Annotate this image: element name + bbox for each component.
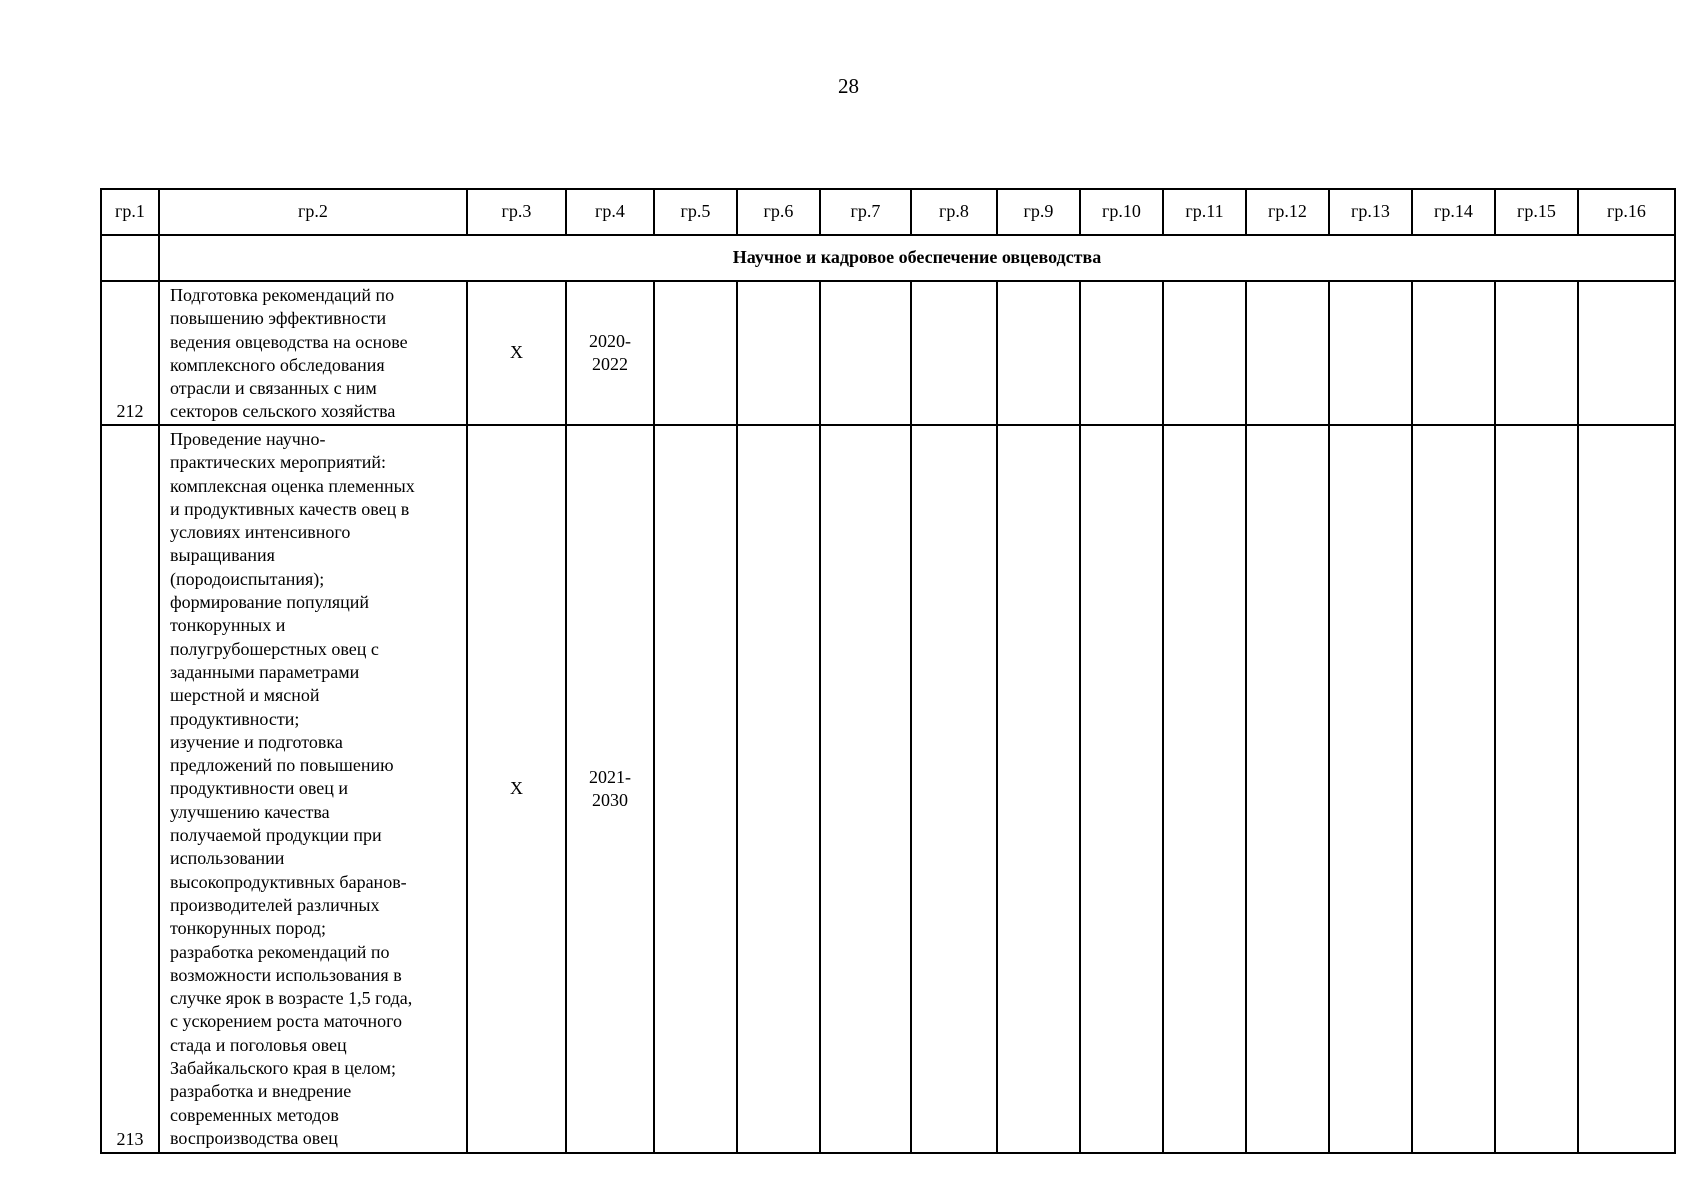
description-line: продуктивности овец и — [170, 778, 348, 799]
description-line: полугрубошерстных овец с — [170, 638, 379, 659]
empty-cell — [1246, 425, 1329, 1153]
description-line: комплексная оценка племенных — [170, 475, 415, 496]
empty-cell — [820, 281, 911, 425]
section-empty-cell — [101, 235, 159, 281]
years-line: 2021- — [589, 766, 631, 787]
column-header-6: гр.6 — [737, 189, 820, 235]
description-line: стада и поголовья овец — [170, 1034, 347, 1055]
table-row — [101, 281, 1675, 425]
years-line: 2020- — [589, 330, 631, 351]
description-line: изучение и подготовка — [170, 731, 343, 752]
description-line: разработка рекомендаций по — [170, 941, 390, 962]
row-years — [566, 425, 654, 1153]
row-years — [566, 281, 654, 425]
column-header-10: гр.10 — [1080, 189, 1163, 235]
empty-cell — [654, 281, 737, 425]
description-line: Проведение научно- — [170, 429, 326, 449]
row-description — [159, 281, 467, 425]
empty-cell — [1412, 281, 1495, 425]
table-header-row — [101, 189, 1675, 235]
empty-cell — [737, 425, 820, 1153]
column-header-9: гр.9 — [997, 189, 1080, 235]
description-line: предложений по повышению — [170, 755, 394, 776]
column-header-8: гр.8 — [911, 189, 997, 235]
description-line: практических мероприятий: — [170, 452, 387, 473]
empty-cell — [737, 281, 820, 425]
empty-cell — [1578, 281, 1675, 425]
description-line: отрасли и связанных с ним — [170, 378, 377, 399]
empty-cell — [997, 281, 1080, 425]
description-line: случке ярок в возрасте 1,5 года, — [170, 988, 413, 1009]
empty-cell — [1329, 281, 1412, 425]
empty-cell — [911, 425, 997, 1153]
description-line: шерстной и мясной — [170, 685, 320, 706]
empty-cell — [1080, 425, 1163, 1153]
description-line: Подготовка рекомендаций по — [170, 285, 395, 305]
column-header-7: гр.7 — [820, 189, 911, 235]
empty-cell — [654, 425, 737, 1153]
empty-cell — [997, 425, 1080, 1153]
description-line: тонкорунных пород; — [170, 918, 326, 939]
column-header-12: гр.12 — [1246, 189, 1329, 235]
description-line: улучшению качества — [170, 801, 330, 822]
description-line: (породоиспытания); — [170, 568, 325, 589]
description-line: и продуктивных качеств овец в — [170, 498, 410, 519]
description-line: Забайкальского края в целом; — [170, 1058, 397, 1079]
empty-cell — [1578, 425, 1675, 1153]
empty-cell — [911, 281, 997, 425]
column-header-1: гр.1 — [101, 189, 159, 235]
empty-cell — [1495, 425, 1578, 1153]
years-line: 2030 — [592, 790, 628, 810]
description-line: продуктивности; — [170, 708, 300, 729]
description-line: получаемой продукции при — [170, 825, 382, 846]
row-col3: X — [467, 281, 566, 425]
program-table — [100, 188, 1676, 1154]
column-header-11: гр.11 — [1163, 189, 1246, 235]
row-col3: X — [467, 425, 566, 1153]
table-row — [101, 425, 1675, 1153]
column-header-3: гр.3 — [467, 189, 566, 235]
empty-cell — [1163, 425, 1246, 1153]
empty-cell — [1412, 425, 1495, 1153]
description-line: с ускорением роста маточного — [170, 1011, 403, 1032]
description-line: производителей различных — [170, 894, 380, 915]
description-line: возможности использования в — [170, 964, 402, 985]
empty-cell — [1163, 281, 1246, 425]
description-line: повышению эффективности — [170, 308, 387, 329]
empty-cell — [1495, 281, 1578, 425]
empty-cell — [1246, 281, 1329, 425]
description-line: современных методов — [170, 1104, 339, 1125]
section-title: Научное и кадровое обеспечение овцеводства — [159, 235, 1675, 281]
description-line: выращивания — [170, 545, 275, 566]
description-line: секторов сельского хозяйства — [170, 401, 396, 422]
column-header-2: гр.2 — [159, 189, 467, 235]
row-number: 213 — [101, 425, 159, 1153]
description-line: высокопродуктивных баранов- — [170, 871, 407, 892]
empty-cell — [1329, 425, 1412, 1153]
column-header-13: гр.13 — [1329, 189, 1412, 235]
description-line: комплексного обследования — [170, 354, 385, 375]
description-line: использовании — [170, 848, 285, 869]
page-number: 28 — [838, 74, 859, 98]
column-header-16: гр.16 — [1578, 189, 1675, 235]
column-header-5: гр.5 — [654, 189, 737, 235]
description-line: воспроизводства овец — [170, 1127, 338, 1148]
description-line: условиях интенсивного — [170, 522, 351, 543]
column-header-15: гр.15 — [1495, 189, 1578, 235]
empty-cell — [1080, 281, 1163, 425]
description-line: разработка и внедрение — [170, 1081, 352, 1102]
description-line: тонкорунных и — [170, 615, 286, 636]
column-header-4: гр.4 — [566, 189, 654, 235]
section-row — [101, 235, 1675, 281]
description-line: ведения овцеводства на основе — [170, 331, 408, 352]
description-line: заданными параметрами — [170, 661, 360, 682]
empty-cell — [820, 425, 911, 1153]
column-header-14: гр.14 — [1412, 189, 1495, 235]
description-line: формирование популяций — [170, 592, 370, 613]
row-number: 212 — [101, 281, 159, 425]
row-description — [159, 425, 467, 1153]
years-line: 2022 — [592, 354, 628, 374]
